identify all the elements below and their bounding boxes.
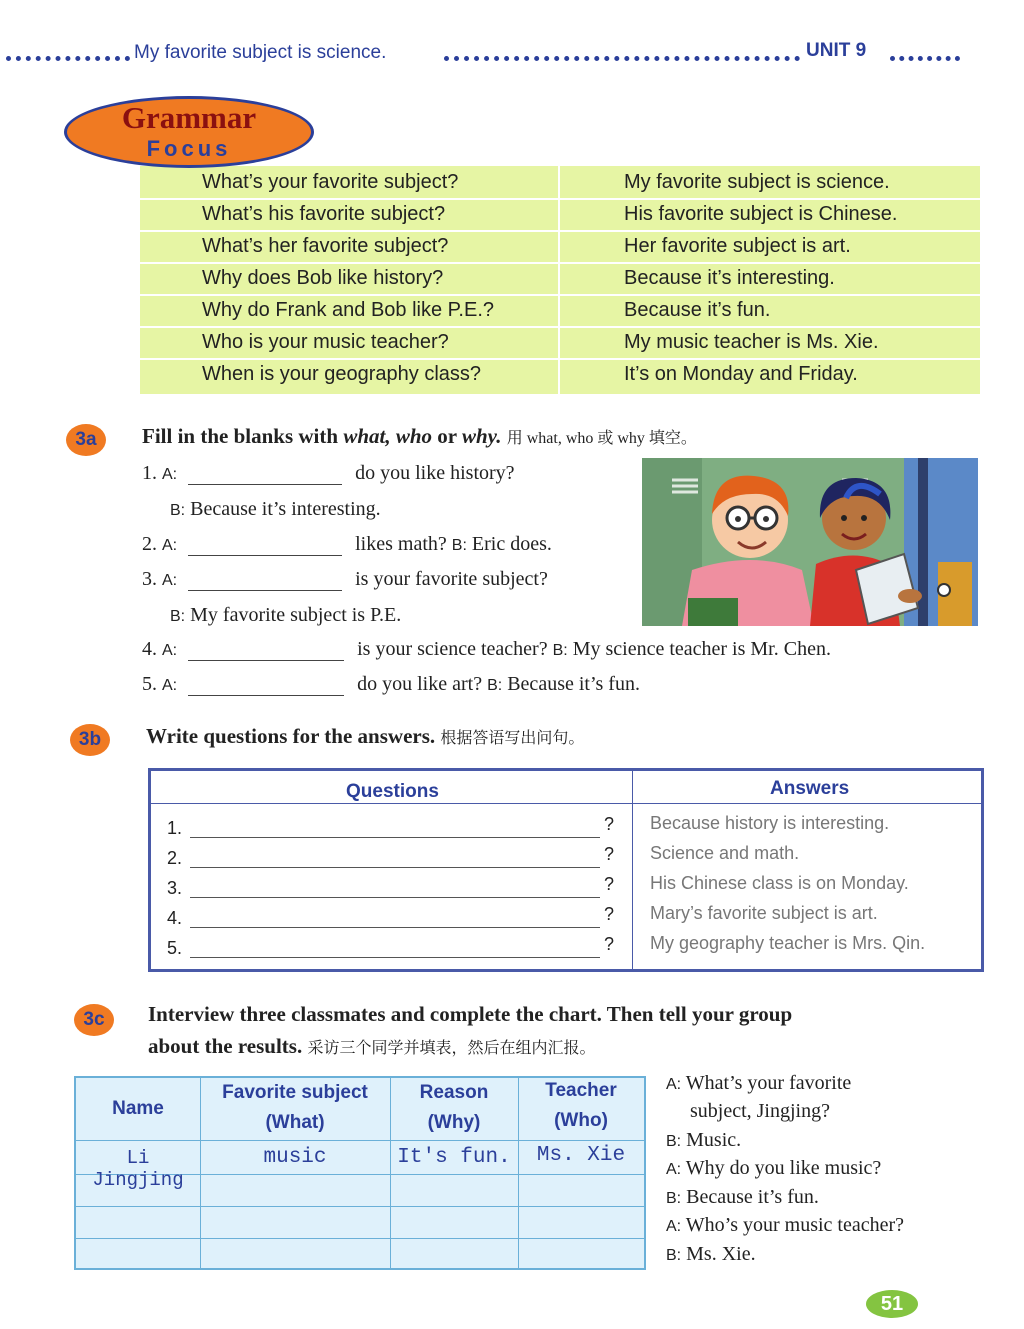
instruction-3a-why: why.	[461, 424, 502, 448]
speaker-label: B:	[666, 1247, 682, 1264]
dialogue-line	[666, 1157, 881, 1180]
grammar-row	[140, 294, 980, 328]
question-mark: ?	[604, 934, 615, 954]
header-dots-left	[6, 44, 130, 61]
grammar-question: Who is your music teacher?	[202, 331, 449, 353]
chart-row-line	[76, 1238, 644, 1239]
grammar-answer: His favorite subject is Chinese.	[624, 203, 898, 225]
question-mark: ?	[604, 874, 615, 894]
instruction-3a-words: what, who	[343, 424, 433, 448]
question-blank[interactable]	[190, 926, 600, 928]
column-header-answers: Answers	[770, 778, 850, 799]
exercise-item	[142, 533, 552, 556]
instruction-3a-or: or	[432, 424, 462, 448]
grammar-question: Why do Frank and Bob like P.E.?	[202, 299, 495, 321]
answer-text: Science and math.	[650, 843, 800, 863]
grammar-row	[140, 166, 980, 200]
speaker-label: A:	[162, 537, 178, 554]
exercise-item	[170, 498, 381, 521]
row-number: 2.	[167, 848, 183, 868]
chart-header-reason: Reason	[419, 1082, 489, 1103]
answer-blank[interactable]	[188, 535, 342, 556]
grammar-answer: It’s on Monday and Friday.	[624, 363, 858, 385]
instruction-3c-cn: 采访三个同学并填表，然后在组内汇报。	[307, 1040, 596, 1057]
question-blank[interactable]	[190, 896, 600, 898]
chart-divider	[518, 1078, 519, 1268]
dialogue-text: subject, Jingjing?	[690, 1100, 830, 1122]
answer-text: My geography teacher is Mrs. Qin.	[650, 933, 926, 953]
dialogue-line	[666, 1214, 904, 1237]
question-mark: ?	[604, 844, 615, 864]
grammar-answer: Because it’s fun.	[624, 299, 771, 321]
question-blank[interactable]	[190, 956, 600, 958]
grammar-focus-title: Grammar	[121, 100, 257, 135]
item-text: do you like history?	[355, 462, 515, 484]
item-text: My science teacher is Mr. Chen.	[572, 638, 831, 660]
column-header-questions: Questions	[346, 781, 439, 802]
speaker-label: A:	[666, 1076, 682, 1093]
students-illustration	[642, 458, 978, 626]
item-text: Because it’s interesting.	[190, 498, 381, 520]
exercise-item	[142, 568, 548, 591]
chart-divider	[390, 1078, 391, 1268]
grammar-divider	[558, 166, 560, 394]
row-number: 1.	[167, 818, 183, 838]
grammar-answer: Because it’s interesting.	[624, 267, 835, 289]
answer-text: Mary’s favorite subject is art.	[650, 903, 878, 923]
grammar-question: When is your geography class?	[202, 363, 482, 385]
header-dots-middle	[444, 44, 800, 61]
chart-header-teacher: Teacher	[545, 1080, 617, 1101]
grammar-answer: My music teacher is Ms. Xie.	[624, 331, 879, 353]
item-text: is your favorite subject?	[355, 568, 548, 590]
exercise-item	[142, 462, 515, 485]
grammar-row	[140, 262, 980, 296]
grammar-answer: Her favorite subject is art.	[624, 235, 851, 257]
speaker-label: A:	[162, 642, 178, 659]
instruction-3c-line2	[148, 1034, 595, 1059]
exercise-item	[170, 604, 401, 627]
question-blank[interactable]	[190, 866, 600, 868]
speaker-label: B:	[170, 608, 186, 625]
answer-blank[interactable]	[188, 640, 344, 661]
item-text: My favorite subject is P.E.	[190, 604, 402, 626]
chart-header-name: Name	[112, 1098, 164, 1119]
chart-row-line	[76, 1206, 644, 1207]
dialogue-line	[666, 1243, 756, 1266]
instruction-3a	[142, 424, 697, 449]
page-number: 51	[866, 1290, 918, 1318]
grammar-question: What’s your favorite subject?	[202, 171, 459, 193]
item-text: likes math?	[355, 533, 447, 555]
grammar-row	[140, 326, 980, 360]
item-text: Eric does.	[471, 533, 552, 555]
grammar-question: Why does Bob like history?	[202, 267, 444, 289]
dialogue-text: What’s your favorite	[685, 1072, 852, 1094]
chart-row-line	[76, 1140, 644, 1141]
students-illustration-svg	[642, 458, 978, 626]
speaker-label: A:	[162, 572, 178, 589]
item-number: 2.	[142, 533, 157, 555]
badge-3b: 3b	[70, 724, 110, 756]
instruction-3c-line1: Interview three classmates and complete the chart. Then tell your group	[148, 1002, 793, 1026]
chart-header-reason-why: (Why)	[427, 1112, 481, 1133]
dialogue-text: Ms. Xie.	[686, 1243, 756, 1265]
answer-blank[interactable]	[188, 675, 344, 696]
exercise-item	[142, 673, 640, 696]
grammar-focus-subtitle: Focus	[146, 136, 232, 161]
item-text: do you like art?	[357, 673, 483, 695]
row-number: 5.	[167, 938, 183, 958]
dialogue-text: Music.	[686, 1129, 742, 1151]
grammar-question: What’s his favorite subject?	[202, 203, 446, 225]
dialogue-text: Who’s your music teacher?	[685, 1214, 905, 1236]
grammar-row	[140, 358, 980, 390]
speaker-label: B:	[552, 642, 568, 659]
table-header-line	[150, 803, 982, 804]
item-text: Because it’s fun.	[507, 673, 640, 695]
chart-header-subject: Favorite subject	[222, 1082, 368, 1103]
header-unit: UNIT 9	[806, 40, 867, 61]
dialogue-text: Why do you like music?	[685, 1157, 882, 1179]
item-number: 4.	[142, 638, 157, 660]
speaker-label: A:	[666, 1218, 682, 1235]
dialogue-line	[666, 1186, 819, 1209]
grammar-answer: My favorite subject is science.	[624, 171, 890, 193]
speaker-label: A:	[666, 1161, 682, 1178]
question-mark: ?	[604, 814, 615, 834]
answer-blank[interactable]	[188, 464, 342, 485]
instruction-3a-text: Fill in the blanks with	[142, 424, 344, 448]
instruction-3a-cn: 用 what, who 或 why 填空。	[506, 430, 697, 447]
header-title: My favorite subject is science.	[134, 42, 387, 63]
chart-cell-reason: It's fun.	[397, 1146, 511, 1169]
chart-cell-subject: music	[263, 1146, 327, 1169]
dialogue-line	[666, 1129, 741, 1152]
speaker-label: B:	[666, 1133, 682, 1150]
chart-divider	[200, 1078, 201, 1268]
item-number: 1.	[142, 462, 157, 484]
speaker-label: B:	[487, 677, 503, 694]
dialogue-line	[666, 1072, 851, 1095]
grammar-row	[140, 230, 980, 264]
speaker-label: A:	[162, 466, 178, 483]
instruction-3b-cn: 根据答语写出问句。	[440, 730, 585, 747]
exercise-item	[142, 638, 831, 661]
speaker-label: A:	[162, 677, 178, 694]
speaker-label: B:	[666, 1190, 682, 1207]
badge-3c: 3c	[74, 1004, 114, 1036]
grammar-question: What’s her favorite subject?	[202, 235, 449, 257]
badge-3a: 3a	[66, 424, 106, 456]
speaker-label: B:	[451, 537, 467, 554]
item-number: 5.	[142, 673, 157, 695]
item-number: 3.	[142, 568, 157, 590]
answer-text: Because history is interesting.	[650, 813, 890, 833]
instruction-3c-text: about the results.	[148, 1034, 303, 1058]
chart-header-teacher-who: (Who)	[554, 1110, 608, 1131]
grammar-focus-table	[140, 166, 980, 394]
question-blank[interactable]	[190, 836, 600, 838]
dialogue-text: Because it’s fun.	[686, 1186, 819, 1208]
chart-cell-name: Li Jingjing	[92, 1147, 184, 1191]
row-number: 3.	[167, 878, 183, 898]
item-text: is your science teacher?	[357, 638, 548, 660]
table-divider	[632, 770, 633, 970]
answer-text: His Chinese class is on Monday.	[650, 873, 909, 893]
question-mark: ?	[604, 904, 615, 924]
answer-blank[interactable]	[188, 570, 342, 591]
instruction-3b-text: Write questions for the answers.	[146, 724, 436, 748]
instruction-3b	[146, 724, 584, 749]
chart-header-subject-what: (What)	[265, 1112, 325, 1133]
header-dots-right	[890, 44, 960, 61]
speaker-label: B:	[170, 502, 186, 519]
dialogue-line	[690, 1100, 830, 1123]
grammar-row	[140, 198, 980, 232]
chart-cell-teacher: Ms. Xie	[536, 1144, 626, 1167]
row-number: 4.	[167, 908, 183, 928]
